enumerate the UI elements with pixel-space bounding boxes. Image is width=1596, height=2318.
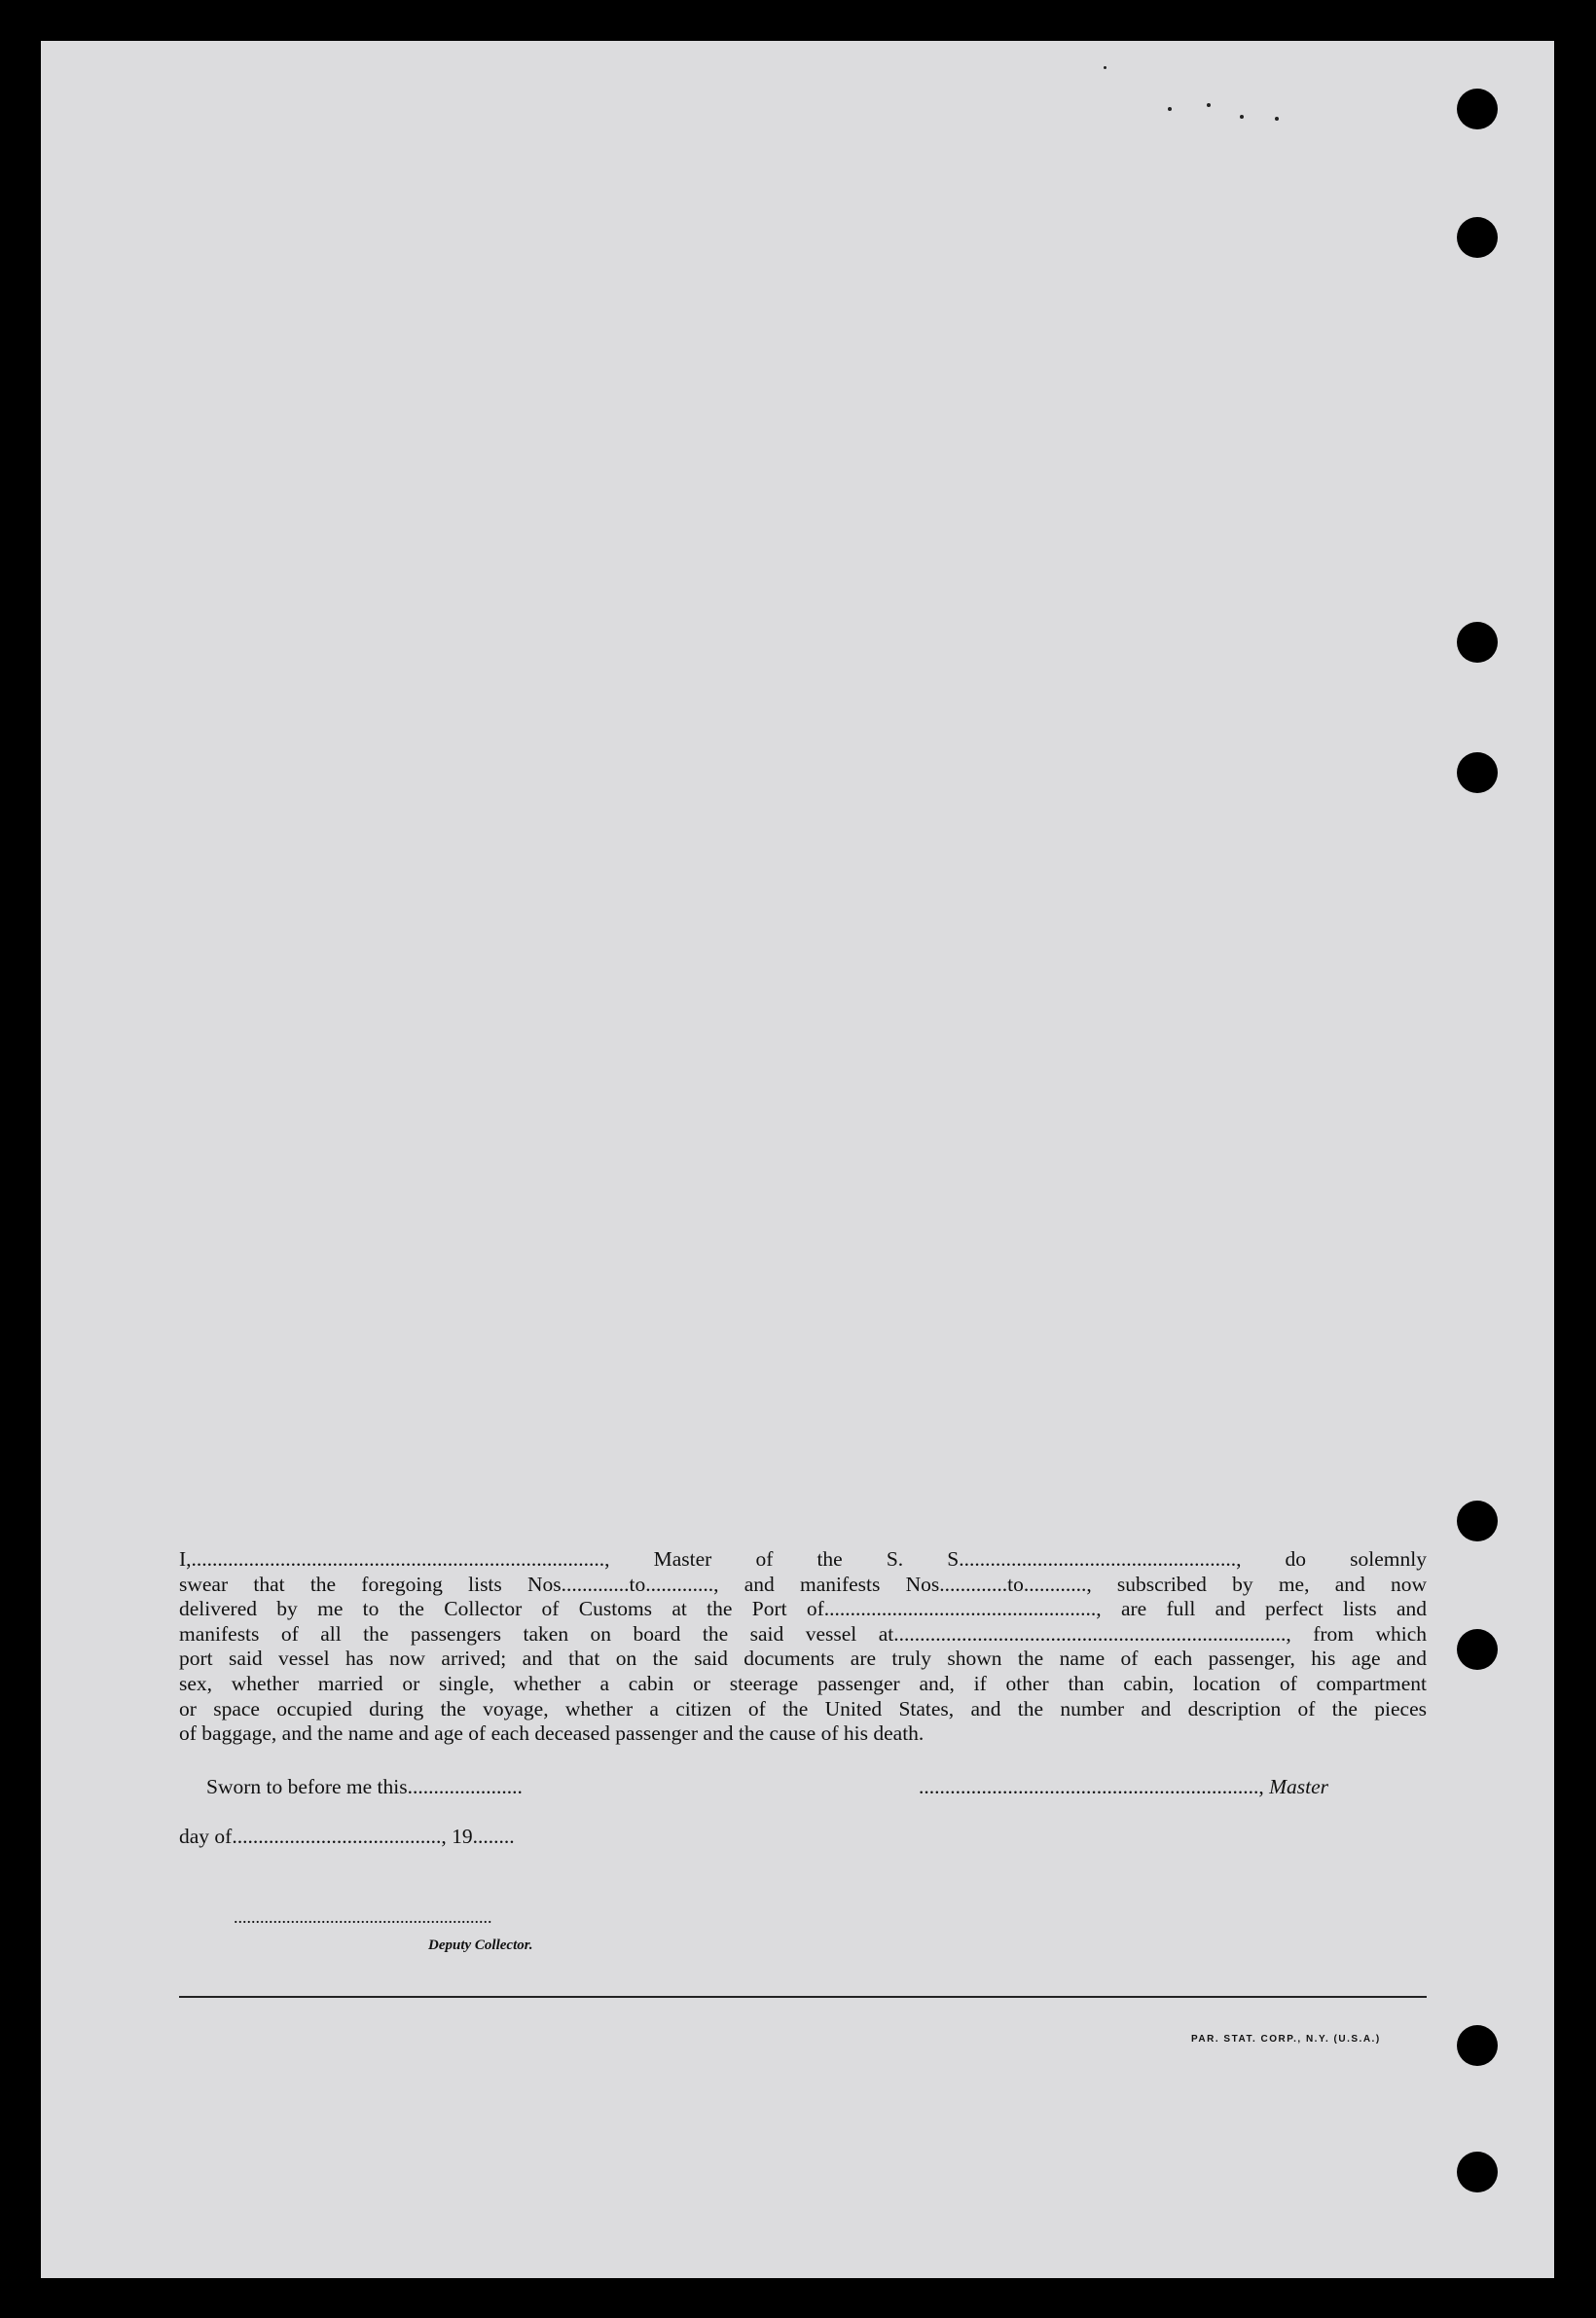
speck	[1275, 117, 1279, 121]
punch-hole-7	[1457, 2025, 1498, 2066]
sworn-text: Sworn to before me this......................	[206, 1775, 523, 1798]
punch-hole-1	[1457, 89, 1498, 129]
oath-line: or space occupied during the voyage, whether a citizen of the United States, and the number and description of the pieces	[179, 1696, 1427, 1720]
master-label: Master	[1269, 1775, 1329, 1798]
master-signature-line	[919, 1775, 1328, 1799]
punch-hole-2	[1457, 217, 1498, 258]
punch-hole-8	[1457, 2152, 1498, 2192]
printer-imprint: PAR. STAT. CORP., N.Y. (U.S.A.)	[1191, 2034, 1381, 2045]
speck	[1207, 103, 1211, 107]
oath-line: sex, whether married or single, whether a cabin or steerage passenger and, if other than cabin, location of compartment	[179, 1671, 1427, 1695]
sworn-line	[206, 1775, 523, 1799]
oath-line: port said vessel has now arrived; and that on the said documents are truly shown the name of each passenger, his age and	[179, 1647, 1427, 1671]
oath-paragraph	[179, 1547, 1427, 1747]
oath-line: delivered by me to the Collector of Customs at the Port of...................................................., are full and perfect lists and	[179, 1597, 1427, 1621]
oath-line: I,..............................................................................., Master of the S. S....................................................., do solemnly	[179, 1547, 1427, 1571]
bottom-rule	[179, 1996, 1427, 1998]
day-text: day of........................................, 19........	[179, 1825, 515, 1848]
speck	[1168, 107, 1172, 111]
master-dots: .................................................................,	[919, 1775, 1270, 1798]
day-line	[179, 1825, 515, 1849]
deputy-dots: ...........................................................	[234, 1907, 492, 1927]
oath-line: of baggage, and the name and age of each deceased passenger and the cause of his death.	[179, 1721, 925, 1746]
form-page	[41, 41, 1554, 2278]
punch-hole-5	[1457, 1501, 1498, 1541]
speck	[1240, 115, 1244, 119]
punch-hole-4	[1457, 752, 1498, 793]
oath-line: manifests of all the passengers taken on board the said vessel at..........................................................................., from which	[179, 1621, 1427, 1646]
deputy-collector-label: Deputy Collector.	[428, 1938, 533, 1953]
punch-hole-3	[1457, 622, 1498, 663]
punch-hole-6	[1457, 1629, 1498, 1670]
speck	[1104, 66, 1106, 69]
deputy-signature-line	[234, 1907, 492, 1928]
oath-line: swear that the foregoing lists Nos.............to............., and manifests Nos.............to............, subscribed by me, and now	[179, 1572, 1427, 1596]
